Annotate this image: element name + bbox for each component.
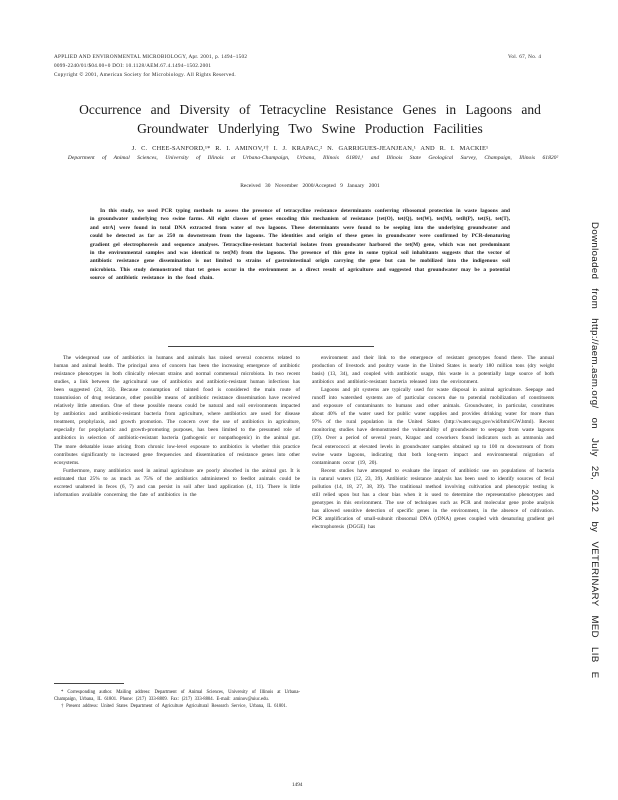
volume-issue: Vol. 67, No. 4 <box>508 54 542 60</box>
body-paragraph: Recent studies have attempted to evaluate the impact of antibiotic use on populations of bacteria in natural waters (12, 23, 39). Antibiotic resistance analysis has been used to identify sources of fecal pollution (14, 18, 27, 38, 39). The traditional method involving cultivation and phenotypic testing is still relied upon but has a clear bias when it is used to determine the representative phenotypes and genotypes in this environment. The use of techniques such as PCR and molecular gene probe analysis has allowed sensitive detection of specific genes in the environment, in the absence of cultivation. PCR amplification of small-subunit ribosomal DNA (rDNA) genes coupled with denaturing gradient gel electrophoresis (DGGE) has <box>312 467 554 530</box>
author-list: J. C. CHEE-SANFORD,¹* R. I. AMINOV,¹† I. J. KRAPAC,² N. GARRIGUES-JEANJEAN,¹ AND R. I. MACKIE¹ <box>131 145 489 152</box>
footnote-corresponding-author: * Corresponding author. Mailing address: Department of Animal Sciences, University of Illinois at Urbana-Champaign, Urbana, IL 61801. Phone: (217) 333-8809. Fax: (217) 333-8804. E-mail: aminov@uiuc.edu. <box>54 690 300 702</box>
download-stamp-text: Downloaded from http://aem.asm.org/ on July 25, 2012 by VETERINARY MED LIB E <box>589 222 600 679</box>
abstract-divider <box>168 346 374 347</box>
issn-doi: 0099-2240/01/$04.00+0 DOI: 10.1128/AEM.67.4.1494–1502.2001 <box>54 63 212 69</box>
body-paragraph: Lagoons and pit systems are typically used for waste disposal in animal agriculture. Seepage and runoff into watershed systems are of particular concern due to potential mobilization of constituents and exposure of contaminants to humans and other animals. Groundwater, in particular, constitutes about 40% of the water used for public water supplies and provides drinking water for more than 97% of the rural population in the United States (http://water.usgs.gov/wid/html/GW.html). Recent monitoring studies have demonstrated the vulnerability of groundwater to seepage from waste lagoons (19). Over a period of several years, Krapac and coworkers found indicators such as ammonia and fecal enterococci at elevated levels in groundwater samples obtained up to 100 m downstream of from swine waste lagoons, indicating that both long-term impact and environmental migration of contaminants occur (19, 20). <box>312 387 554 466</box>
footnote-divider <box>54 683 124 684</box>
abstract <box>90 207 510 283</box>
download-stamp <box>589 222 602 679</box>
journal-citation: APPLIED AND ENVIRONMENTAL MICROBIOLOGY, Apr. 2001, p. 1494–1502 <box>54 54 248 60</box>
received-dates: Received 30 November 2000/Accepted 9 January 2001 <box>240 183 380 189</box>
body-column-left <box>54 354 300 499</box>
body-paragraph: The widespread use of antibiotics in humans and animals has raised several concerns related to human and animal health. The principal area of concern has been the increasing emergence of antibiotic resistance phenotypes in both clinically relevant strains and normal commensal microbiota. In two recent studies, a link between the agricultural use of antibiotics and antibiotic-resistant human infections has been suggested (24, 33). Because consumption of tainted food is considered the main route of transmission of drug resistance, other possible means of antibiotic resistance dissemination have received relatively little attention. One of these possible means could be natural and soil environments impacted by antibiotics and antibiotic-resistant bacteria from agriculture, where antibiotics are used for disease treatment, prophylaxis, and growth promotion. The concern over the use of antibiotics in agriculture, especially for prophylactic and growth-promoting purposes, has been limited to the presumed role of antibiotics in selection of antibiotic-resistant bacteria (pathogenic or nonpathogenic) in the animal gut. The more debatable issue arising from chronic low-level exposure to antibiotics is whether this practice contributes significantly to increased gene frequencies and dissemination of resistance genes into other ecosystems. <box>54 355 300 466</box>
affiliations: Department of Animal Sciences, University of Illinois at Urbana-Champaign, Urbana, Illinois 61801,¹ and Illinois State Geological Survey, Champaign, Illinois 61820² <box>67 155 559 161</box>
footnote-present-address: † Present address: United States Department of Agriculture Agricultural Research Service, Urbana, IL 61801. <box>61 704 288 710</box>
body-paragraph: environment and their link to the emergence of resistant genotypes found there. The annual production of livestock and poultry waste in the United States is nearly 180 million tons (dry weight basis) (13, 34), and coupled with antibiotic usage, this waste is a potentially large source of both antibiotics and antibiotic-resistant bacteria released into the environment. <box>312 355 554 386</box>
abstract-text: In this study, we used PCR typing methods to assess the presence of tetracycline resistance determinants conferring ribosomal protection in waste lagoons and in groundwater underlying two swine farms. All eight classes of genes encoding this mechanism of resistance [tet(O), tet(Q), tet(W), tet(M), tetB(P), tet(S), tet(T), and otrA] were found in total DNA extracted from water of two lagoons. These determinants were found to be seeping into the underlying groundwater and could be detected as far as 250 m downstream from the lagoons. The identities and origin of these genes in groundwater were confirmed by PCR-denaturing gradient gel electrophoresis and sequence analyses. Tetracycline-resistant bacterial isolates from groundwater harbored the tet(M) gene, which was not predominant in the environmental samples and was identical to tet(M) from the lagoons. The presence of this gene in some typical soil inhabitants suggests that the vector of antibiotic resistance gene dissemination is not limited to strains of gastrointestinal origin carrying the gene but can be mobilized into the indigenous soil microbiota. This study demonstrated that tet genes occur in the environment as a direct result of agriculture and suggested that groundwater may be a potential source of antibiotic resistance in the food chain. <box>90 208 510 282</box>
article-title: Occurrence and Diversity of Tetracycline Resistance Genes in Lagoons and Groundwater Underlying Two Swine Production Facilities <box>79 102 541 136</box>
footnotes <box>54 690 300 712</box>
page-number: 1494 <box>292 782 303 788</box>
body-paragraph: Furthermore, many antibiotics used in animal agriculture are poorly absorbed in the animal gut. It is estimated that 25% to as much as 75% of the antibiotics administered to feedlot animals could be excreted unaltered in feces (6, 7) and can persist in soil after land application (4, 11). There is little information available concerning the fate of antibiotics in the <box>54 467 300 498</box>
body-column-right <box>312 354 554 531</box>
copyright-line: Copyright © 2001, American Society for Microbiology. All Rights Reserved. <box>54 72 236 78</box>
